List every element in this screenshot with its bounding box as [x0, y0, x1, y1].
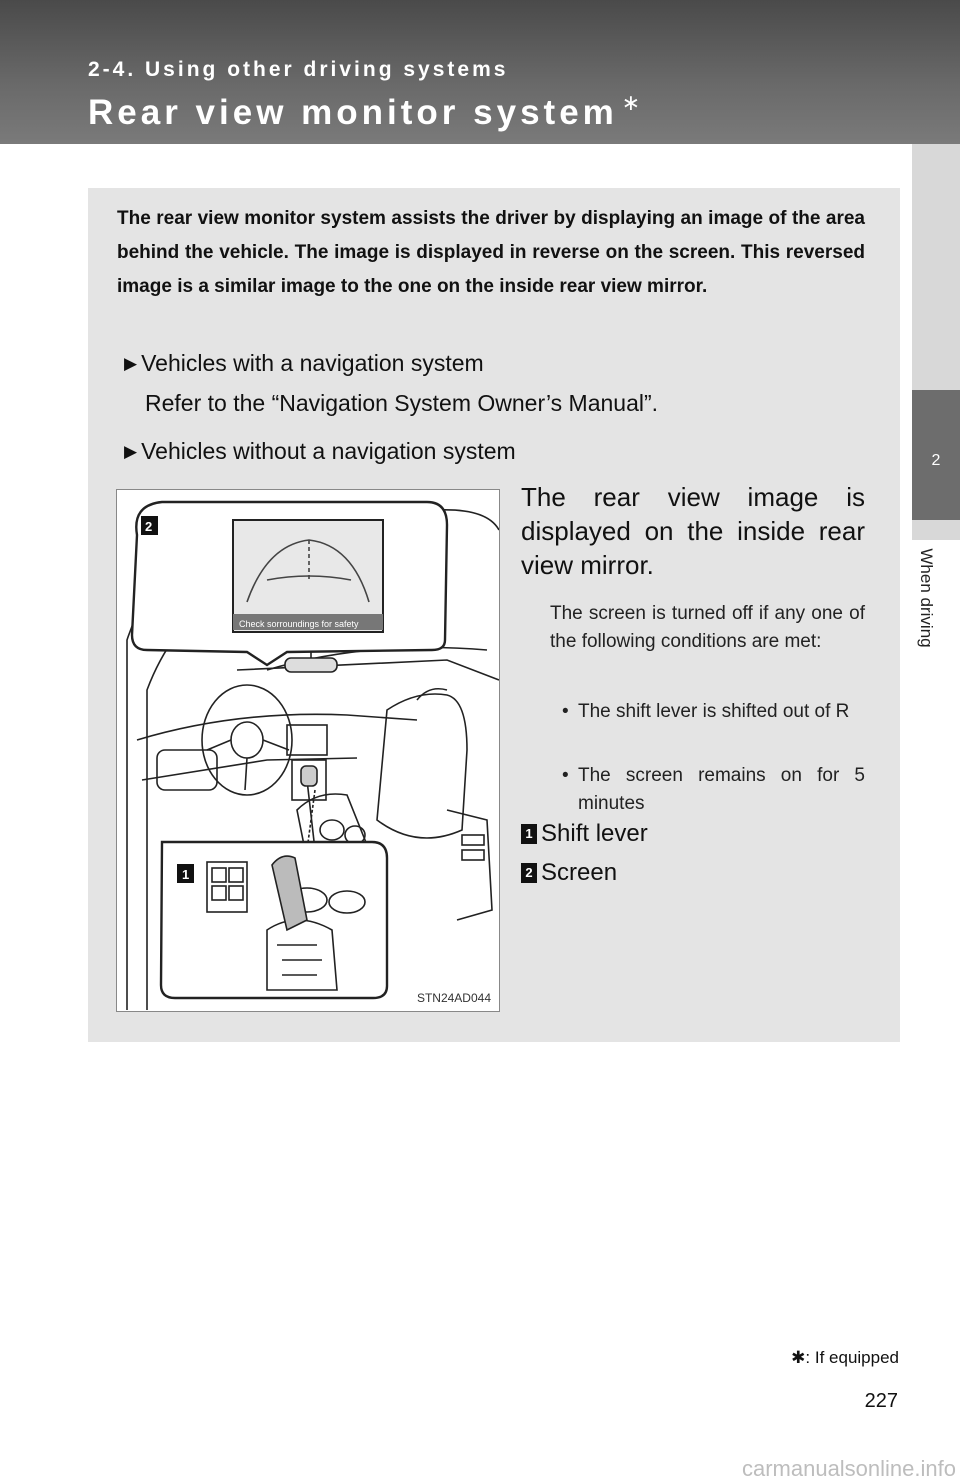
legend-item [521, 820, 648, 848]
footnote [791, 1348, 899, 1368]
page-title-text: Rear view monitor system [88, 93, 618, 132]
legend-item [521, 859, 617, 887]
side-tab-number: 2 [912, 390, 960, 520]
non-nav-system-item [124, 438, 516, 465]
condition-item [562, 698, 865, 726]
callout-number-2: 2 [145, 519, 153, 534]
footnote-star-icon: ✱ [791, 1348, 806, 1367]
nav-system-detail: Refer to the “Navigation System Owner’s Manual”. [145, 390, 659, 416]
description-text: The rear view image is displayed on the inside rear view mirror. [521, 482, 865, 580]
note-text: The screen is turned off if any one of the following conditions are met: [550, 603, 865, 652]
condition-text: The shift lever is shifted out of R [578, 701, 850, 722]
vehicle-interior-illustration [116, 489, 500, 1012]
side-tab-label: When driving [917, 548, 936, 648]
bullet-dot: • [562, 701, 569, 722]
legend-label: Shift lever [541, 820, 648, 847]
title-asterisk: ∗ [621, 90, 645, 115]
triangle-arrow-icon: ▶ [124, 354, 138, 373]
screen-message: Check sorroundings for safety [239, 619, 359, 629]
intro-paragraph: The rear view monitor system assists the driver by displaying an image of the area behind the vehicle. The image is displayed in reverse on the screen. This reversed image is a similar image to the one on the inside rear view mirror. [117, 208, 865, 297]
legend-label: Screen [541, 859, 618, 886]
interior-drawing [117, 490, 499, 1011]
condition-item [562, 762, 865, 818]
illustration-code: STN24AD044 [416, 991, 491, 1005]
condition-text: The screen remains on for 5 minutes [578, 765, 865, 814]
nav-system-label: Vehicles with a navigation system [141, 350, 484, 376]
legend-number: 2 [521, 863, 537, 883]
page-title [88, 90, 644, 133]
non-nav-system-label: Vehicles without a navigation system [141, 438, 516, 464]
bullet-dot: • [562, 765, 569, 786]
page-number: 227 [864, 1390, 898, 1412]
triangle-arrow-icon: ▶ [124, 442, 138, 461]
callout-number-1: 1 [182, 867, 190, 882]
nav-system-item [124, 350, 484, 377]
legend-number: 1 [521, 824, 537, 844]
section-label: 2-4. Using other driving systems [88, 58, 509, 81]
footnote-text: : If equipped [805, 1348, 899, 1367]
watermark: carmanualsonline.info [741, 1456, 956, 1481]
